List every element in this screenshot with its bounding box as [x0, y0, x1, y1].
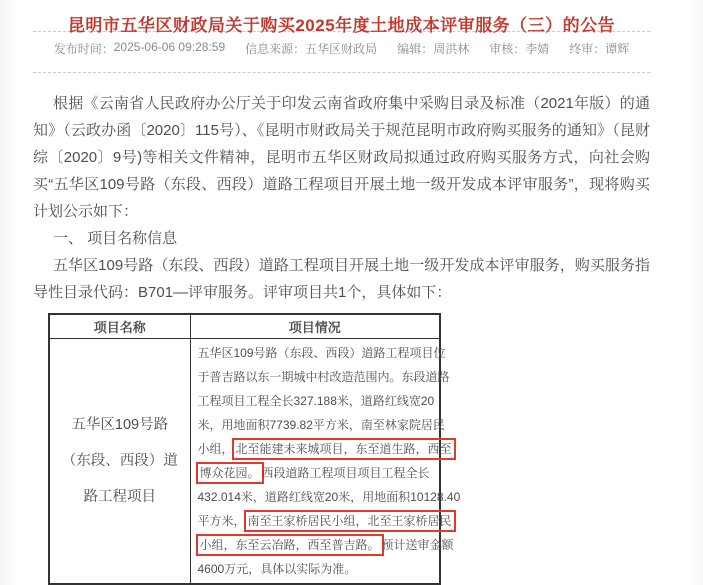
editor: [397, 40, 469, 57]
detail-line: [198, 389, 433, 413]
table-row: [49, 338, 440, 584]
column-header-project-detail: 项目情况: [190, 314, 440, 338]
reviewer: [489, 40, 549, 57]
highlight-box: 北至能建未来城项目，东至道生路，西至: [232, 438, 456, 460]
project-name-cell: 五华区109号路（东段、西段）道路工程项目: [49, 338, 190, 584]
detail-text: 工程项目工程全长327.188米，道路红线宽20: [197, 393, 435, 408]
detail-line: [197, 509, 452, 533]
detail-text: 五华区109号路（东段、西段）道路工程项目位: [197, 345, 446, 360]
project-detail-cell: [190, 338, 461, 584]
info-source: [245, 40, 377, 57]
highlight-box: 博众花园。: [196, 462, 264, 484]
column-header-project-name: 项目名称: [49, 314, 190, 338]
detail-line: [197, 485, 461, 509]
highlight-box: 小组，东至云冶路，西至普吉路。: [196, 534, 384, 556]
final-reviewer-value: 谭辉: [605, 42, 630, 56]
detail-text: 米，用地面积7739.82平方米，南至林家院居民: [197, 417, 445, 432]
detail-text: 432.014米，道路红线宽20米，用地面积10128.40: [197, 489, 461, 504]
detail-text: 西段道路工程项目项目工程全长: [261, 465, 430, 480]
publish-time-label: 发布时间：: [53, 42, 114, 56]
detail-line: [197, 365, 450, 389]
detail-line: [197, 437, 452, 461]
project-table: [48, 313, 461, 585]
divider-meta: [33, 72, 650, 73]
detail-line: [198, 533, 454, 557]
publish-time-value: 2025-06-06 09:28:59: [113, 40, 226, 54]
detail-text: 于普吉路以东一期城中村改造范围内。东段道路: [197, 369, 450, 384]
detail-line: [198, 461, 433, 485]
reviewer-value: 李婧: [525, 42, 550, 56]
table-header-row: [49, 314, 440, 338]
section-heading: 一、 项目名称信息: [53, 230, 178, 247]
detail-line: [198, 557, 433, 581]
detail-line: [197, 341, 446, 365]
page-title: 昆明市五华区财政局关于购买2025年度土地成本评审服务（三）的公告: [67, 16, 616, 35]
info-source-label: 信息来源：: [245, 42, 306, 56]
info-source-value: 五华区财政局: [305, 42, 378, 56]
final-reviewer-label: 终审：: [569, 42, 606, 56]
paragraph-project-intro: 五华区109号路（东段、西段）道路工程项目开展土地一级开发成本评审服务，购买服务指导性目录代码：B701—评审服务。评审项目共1个，具体如下：: [33, 257, 650, 301]
final-reviewer: [569, 40, 629, 57]
meta-bar: [33, 32, 650, 65]
detail-text: 预计送审金额: [381, 537, 454, 552]
detail-text: 4600万元，具体以实际为准。: [197, 561, 357, 576]
detail-line: [197, 413, 445, 437]
highlight-box: 南至王家桥居民小组，北至王家桥居民: [244, 510, 456, 532]
detail-text: 小组，: [197, 441, 234, 456]
detail-text: 平方米，: [197, 513, 246, 528]
editor-value: 周洪林: [433, 42, 470, 56]
project-detail-lines: [197, 341, 461, 581]
reviewer-label: 审核：: [489, 42, 526, 56]
article-body: [33, 90, 650, 306]
editor-label: 编辑：: [397, 42, 434, 56]
paragraph-basis: 根据《云南省人民政府办公厅关于印发云南省政府集中采购目录及标准（2021年版）的通知》（云政办函〔2020〕115号）、《昆明市财政局关于规范昆明市政府购买服务的通知》（昆财综〔2020〕9号)等相关文件精神，昆明市五华区财政局拟通过政府购买服务方式，向社会购买“五华区109号路（东段、西段）道路工程项目开展土地一级开发成本评审服务”，现将购买计划公示如下：: [33, 95, 650, 220]
publish-time: [54, 40, 225, 57]
